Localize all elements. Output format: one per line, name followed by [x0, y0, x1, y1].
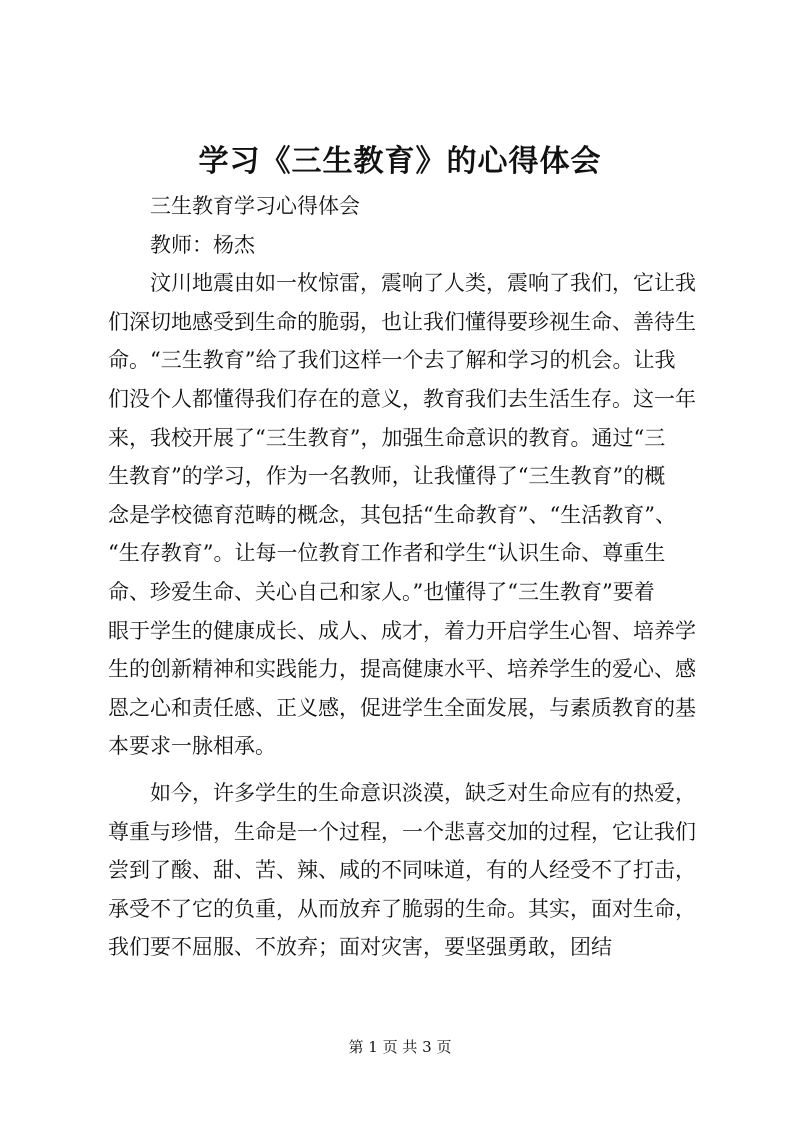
paragraph-line: 如今，许多学生的生命意识淡漠，缺乏对生命应有的热爱， [150, 780, 696, 805]
page-number-footer: 第 1 页 共 3 页 [348, 1038, 452, 1056]
paragraph-line: 念是学校德育范畴的概念，其包括“生命教育”、“生活教育”、 [108, 502, 676, 527]
paragraph-line: 本要求一脉相承。 [108, 734, 276, 759]
paragraph-line: 汶川地震由如一枚惊雷，震响了人类，震响了我们，它让我 [150, 271, 696, 296]
paragraph-2 [108, 774, 708, 967]
subtitle-line: 三生教育学习心得体会 [150, 194, 360, 218]
paragraph-line: 们没个人都懂得我们存在的意义，教育我们去生活生存。这一年 [108, 386, 696, 411]
paragraph-line: 眼于学生的健康成长、成人、成才，着力开启学生心智、培养学 [108, 618, 696, 643]
paragraph-line: 生教育”的学习，作为一名教师，让我懂得了“三生教育”的概 [108, 464, 666, 489]
document-title: 学习《三生教育》的心得体会 [198, 144, 602, 179]
paragraph-line: 命。“三生教育”给了我们这样一个去了解和学习的机会。让我 [108, 348, 676, 373]
paragraph-line: 来，我校开展了“三生教育”，加强生命意识的教育。通过“三 [108, 425, 666, 450]
author-line: 教师：杨杰 [150, 232, 255, 257]
paragraph-line: 命、珍爱生命、关心自己和家人。”也懂得了“三生教育”要着 [108, 579, 655, 604]
paragraph-line: 尝到了酸、甜、苦、辣、咸的不同味道，有的人经受不了打击， [108, 858, 696, 883]
paragraph-line: 们深切地感受到生命的脆弱，也让我们懂得要珍视生命、善待生 [108, 309, 696, 334]
paragraph-line: 恩之心和责任感、正义感，促进学生全面发展，与素质教育的基 [108, 695, 696, 720]
paragraph-line: “生存教育”。让每一位教育工作者和学生“认识生命、尊重生 [108, 541, 666, 566]
paragraph-line: 我们要不屈服、不放弃；面对灾害，要坚强勇敢，团结 [108, 935, 612, 960]
paragraph-line: 生的创新精神和实践能力，提高健康水平、培养学生的爱心、感 [108, 657, 696, 682]
paragraph-spacer [108, 766, 708, 774]
paragraph-line: 承受不了它的负重，从而放弃了脆弱的生命。其实，面对生命， [108, 896, 696, 921]
document-body [108, 187, 708, 967]
paragraph-1 [108, 264, 708, 766]
paragraph-line: 尊重与珍惜，生命是一个过程，一个悲喜交加的过程，它让我们 [108, 819, 696, 844]
